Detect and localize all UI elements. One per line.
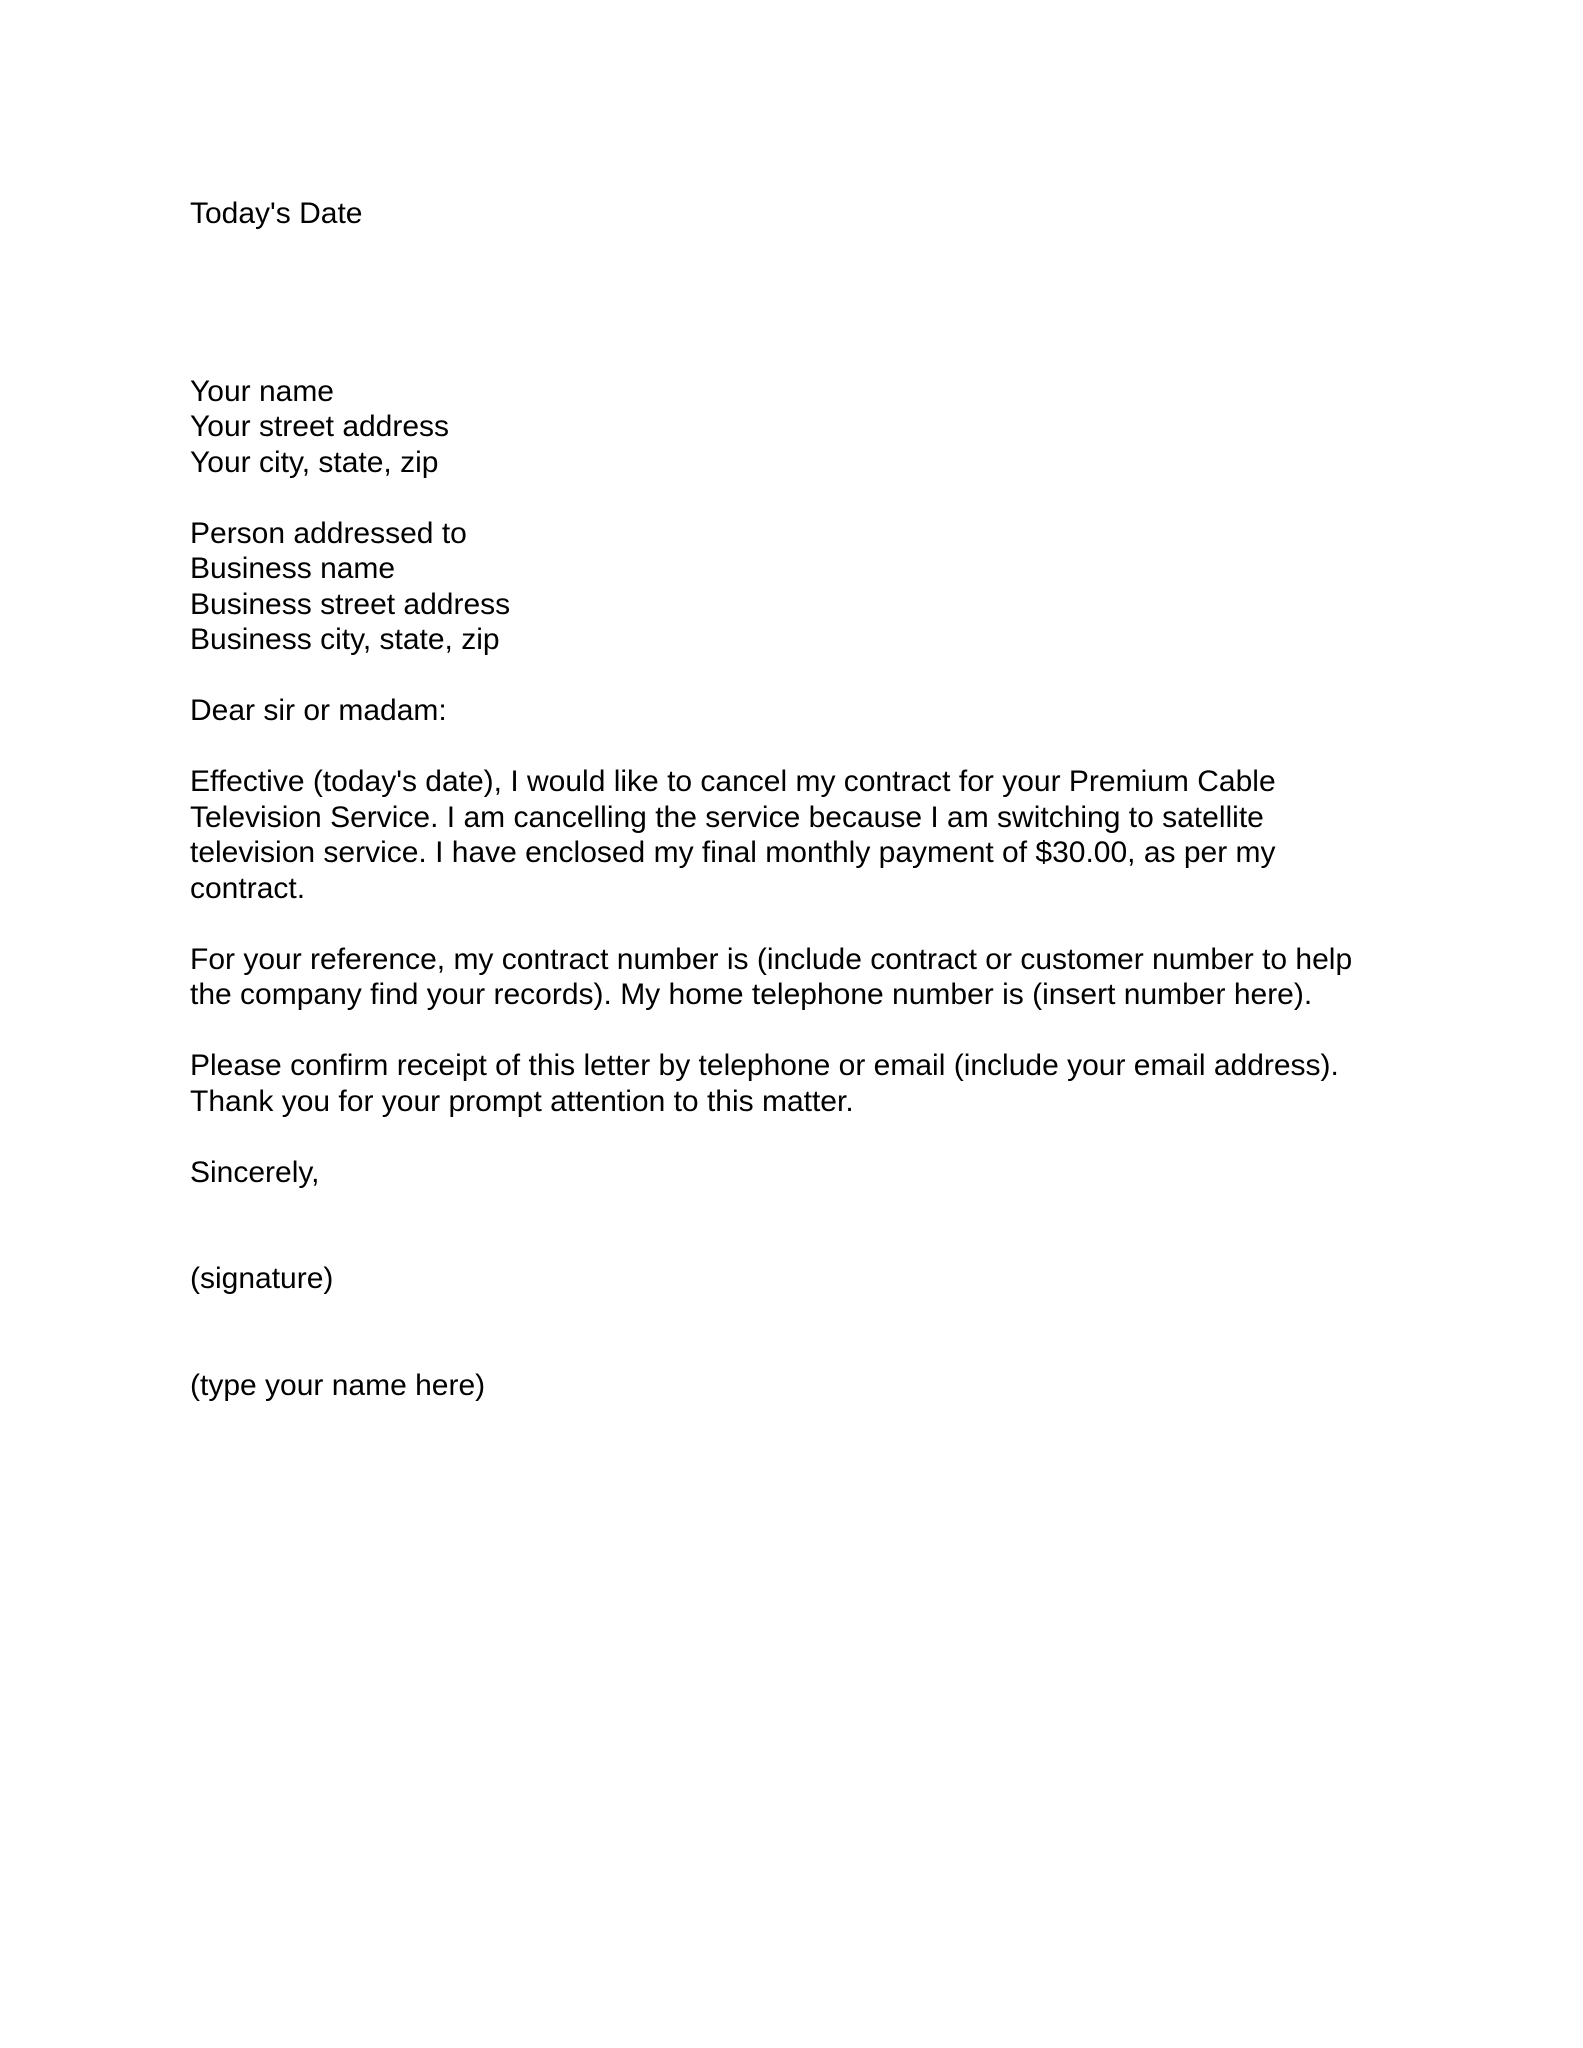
sender-street: Your street address (190, 410, 450, 443)
recipient-city-state-zip: Business city, state, zip (190, 623, 500, 656)
paragraph-line: For your reference, my contract number is (include contract or customer number to help (190, 942, 1353, 976)
paragraph-cancellation (190, 764, 1420, 906)
date-line (190, 196, 1420, 232)
paragraph-reference (190, 942, 1420, 1013)
letter-body (190, 196, 1420, 1403)
paragraph-line: Effective (today's date), I would like to cancel my contract for your Premium Cable (190, 765, 1276, 798)
typed-name-text: (type your name here) (190, 1368, 486, 1402)
recipient-address (190, 516, 1420, 658)
paragraph-line: the company find your records). My home telephone number is (insert number here). (190, 978, 1313, 1011)
sender-name: Your name (190, 374, 334, 408)
sender-address (190, 374, 1420, 481)
recipient-business-name: Business name (190, 552, 396, 585)
recipient-person: Person addressed to (190, 516, 467, 550)
signature-text: (signature) (190, 1262, 334, 1295)
paragraph-confirmation (190, 1048, 1420, 1119)
closing (190, 1155, 1420, 1191)
typed-name-placeholder (190, 1368, 1420, 1404)
closing-text: Sincerely, (190, 1155, 320, 1189)
salutation-text: Dear sir or madam: (190, 694, 447, 727)
paragraph-line: Television Service. I am cancelling the service because I am switching to satellite (190, 800, 1264, 834)
paragraph-line: television service. I have enclosed my final monthly payment of $30.00, as per my (190, 836, 1276, 869)
recipient-street: Business street address (190, 587, 511, 621)
salutation (190, 693, 1420, 729)
sender-city-state-zip: Your city, state, zip (190, 445, 439, 479)
paragraph-line: Please confirm receipt of this letter by telephone or email (include your email address). (190, 1049, 1339, 1082)
date-text: Today's Date (190, 197, 363, 230)
paragraph-line: contract. (190, 871, 306, 905)
paragraph-line: Thank you for your prompt attention to this matter. (190, 1084, 854, 1118)
signature-placeholder (190, 1261, 1420, 1297)
